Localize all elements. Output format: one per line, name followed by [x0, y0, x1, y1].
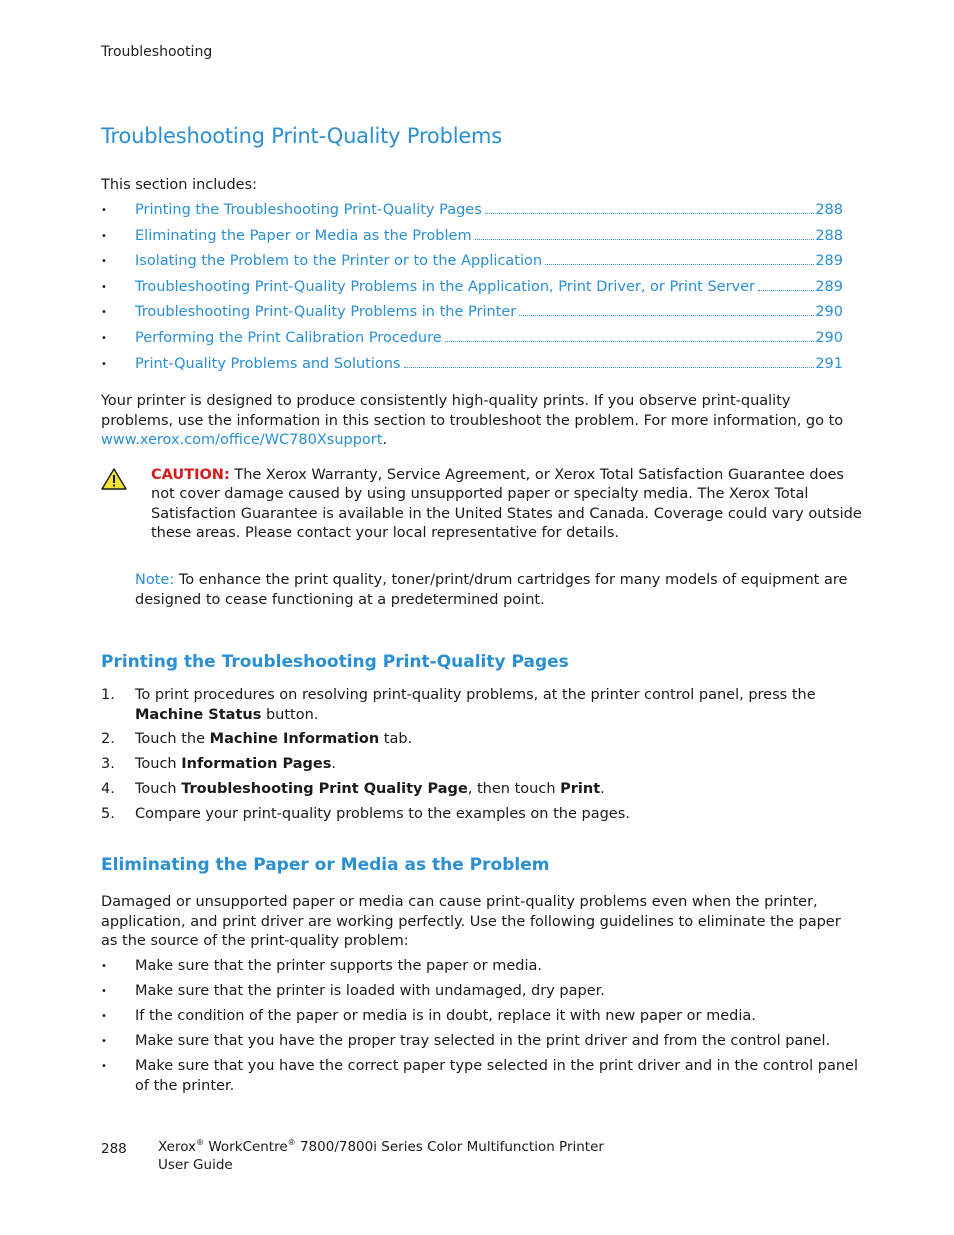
step-ui-label: Machine Information [209, 731, 380, 748]
step-number: 5. [101, 806, 115, 823]
toc-item [101, 328, 843, 354]
guideline-text: Make sure that the printer supports the paper or media. [135, 958, 542, 974]
guideline-text: Make sure that you have the proper tray selected in the print driver and from the control panel. [135, 1032, 831, 1049]
printing-pages-heading: Printing the Troubleshooting Print-Quality Pages [101, 652, 569, 672]
bullet-icon: • [101, 230, 107, 242]
toc-link-in-printer[interactable] [135, 304, 843, 320]
bullet-icon: • [101, 205, 107, 216]
caution-body: The Xerox Warranty, Service Agreement, or Xerox Total Satisfaction Guarantee does not cover damage caused by using unsupported paper or specialty media. The Xerox Total Satisfaction Guarantee is available in the United States and Canada. Coverage could vary outside these areas. Please contact your local representative for details. [151, 467, 862, 541]
footer-brand: Xerox [158, 1139, 197, 1155]
footer-product-title [158, 1139, 604, 1174]
support-link[interactable]: www.xerox.com/office/WC780Xsupport [101, 432, 383, 449]
footer-page-number: 288 [101, 1141, 127, 1157]
intro-paragraph-end: . [382, 432, 388, 449]
bullet-icon: • [101, 985, 107, 997]
eliminating-paper-intro: Damaged or unsupported paper or media can cause print-quality problems even when the printer, application, and print driver are working perfectly. Use the following guidelines to eliminate the paper as the source of the print-quality problem: [101, 894, 841, 950]
step-ui-label: Information Pages [181, 756, 332, 773]
note-label: Note: [135, 572, 175, 588]
toc-item [101, 302, 843, 328]
intro-paragraph [101, 392, 861, 451]
toc-page-number: 288 [815, 202, 843, 218]
intro-paragraph-text: Your printer is designed to produce consistently high-quality prints. If you observe print-quality problems, use the information in this section to troubleshoot the problem. For more information, go to [101, 393, 844, 429]
toc-leader-dots [485, 212, 815, 214]
toc-item [101, 277, 843, 303]
toc-page-number: 291 [815, 355, 843, 372]
toc-link-problems-solutions[interactable] [135, 356, 843, 372]
step-text: Touch the [135, 731, 210, 748]
toc-link-eliminating-paper[interactable] [135, 228, 843, 244]
footer-product-line [158, 1139, 604, 1157]
toc-link-printing-pages[interactable] [135, 202, 843, 218]
toc-item [101, 200, 843, 226]
step-ui-label: Troubleshooting Print Quality Page [181, 781, 468, 798]
toc-item [101, 354, 843, 380]
step-ui-label: Print [560, 781, 601, 798]
bullet-icon: • [101, 1010, 107, 1022]
eliminating-paper-heading: Eliminating the Paper or Media as the Problem [101, 855, 550, 875]
toc-page-number: 290 [815, 304, 843, 321]
guideline-item [101, 957, 861, 977]
caution-label: CAUTION: [151, 467, 230, 483]
toc-page-number: 289 [815, 278, 843, 295]
note-body: To enhance the print quality, toner/print/drum cartridges for many models of equipment are designed to cease functioning at a predetermined point. [135, 572, 848, 608]
toc-item-title: Troubleshooting Print-Quality Problems in the Printer [135, 304, 517, 321]
step-item [101, 730, 861, 750]
steps-list [101, 686, 861, 830]
bullet-icon: • [101, 281, 107, 293]
toc-link-application-driver-server[interactable] [135, 279, 843, 295]
toc-leader-dots [545, 263, 814, 265]
footer-doc-name: User Guide [158, 1156, 233, 1173]
step-number: 3. [101, 756, 115, 773]
bullet-icon: • [101, 307, 107, 319]
toc-page-number: 289 [815, 253, 843, 270]
bullet-icon: • [101, 256, 107, 268]
section-title: Troubleshooting Print-Quality Problems [101, 124, 503, 148]
running-head: Troubleshooting [101, 44, 213, 60]
note-callout [135, 570, 855, 610]
toc-item [101, 251, 843, 277]
guideline-item [101, 1007, 861, 1027]
toc-leader-dots [404, 366, 815, 368]
toc-leader-dots [475, 238, 815, 240]
step-item [101, 686, 861, 725]
bullet-icon: • [101, 961, 107, 972]
guideline-text: Make sure that you have the correct paper type selected in the print driver and in the control panel of the printer. [135, 1057, 859, 1094]
warning-icon [101, 468, 127, 490]
toc-item-title: Isolating the Problem to the Printer or to the Application [135, 253, 543, 270]
toc-leader-dots [445, 340, 815, 342]
step-text: . [331, 756, 336, 773]
toc-leader-dots [758, 289, 814, 291]
footer-product-rest: 7800/7800i Series Color Multifunction Printer [295, 1139, 604, 1155]
toc-item-title: Performing the Print Calibration Procedure [135, 329, 442, 346]
step-text: To print procedures on resolving print-quality problems, at the printer control panel, press the [135, 687, 816, 703]
toc-item-title: Printing the Troubleshooting Print-Quality Pages [135, 202, 482, 218]
step-text: . [600, 781, 605, 798]
toc-link-calibration[interactable] [135, 330, 843, 346]
bullet-icon: • [101, 1060, 107, 1072]
guidelines-list [101, 957, 861, 1102]
toc-page-number: 290 [815, 329, 843, 346]
toc-link-isolating-problem[interactable] [135, 253, 843, 269]
step-text: Touch [135, 756, 182, 773]
bullet-icon: • [101, 1035, 107, 1047]
section-intro: This section includes: [101, 177, 258, 193]
guideline-text: If the condition of the paper or media is in doubt, replace it with new paper or media. [135, 1007, 756, 1024]
step-item [101, 805, 861, 825]
step-item [101, 780, 861, 800]
toc-page-number: 288 [815, 227, 843, 244]
guideline-text: Make sure that the printer is loaded with undamaged, dry paper. [135, 982, 605, 999]
toc-item-title: Troubleshooting Print-Quality Problems in the Application, Print Driver, or Print Server [135, 278, 755, 295]
bullet-icon: • [101, 332, 107, 344]
registered-mark: ® [287, 1138, 296, 1147]
toc-leader-dots [519, 314, 814, 316]
toc-item [101, 226, 843, 252]
guideline-item [101, 1057, 861, 1096]
step-text: Compare your print-quality problems to the examples on the pages. [135, 806, 630, 823]
footer-product: WorkCentre [204, 1139, 288, 1155]
step-item [101, 755, 861, 775]
step-number: 4. [101, 781, 115, 798]
step-text: Touch [135, 781, 182, 798]
registered-mark: ® [196, 1138, 205, 1147]
guideline-item [101, 1032, 861, 1052]
guideline-item [101, 982, 861, 1002]
step-number: 2. [101, 731, 115, 748]
step-number: 1. [101, 687, 115, 703]
step-text: , then touch [467, 781, 561, 798]
step-ui-label: Machine Status [135, 706, 262, 723]
bullet-icon: • [101, 358, 107, 370]
toc-list [101, 200, 843, 379]
step-text: tab. [379, 731, 413, 748]
toc-item-title: Eliminating the Paper or Media as the Problem [135, 227, 472, 244]
step-text: button. [261, 706, 319, 723]
toc-item-title: Print-Quality Problems and Solutions [135, 355, 401, 372]
caution-text [151, 466, 871, 543]
